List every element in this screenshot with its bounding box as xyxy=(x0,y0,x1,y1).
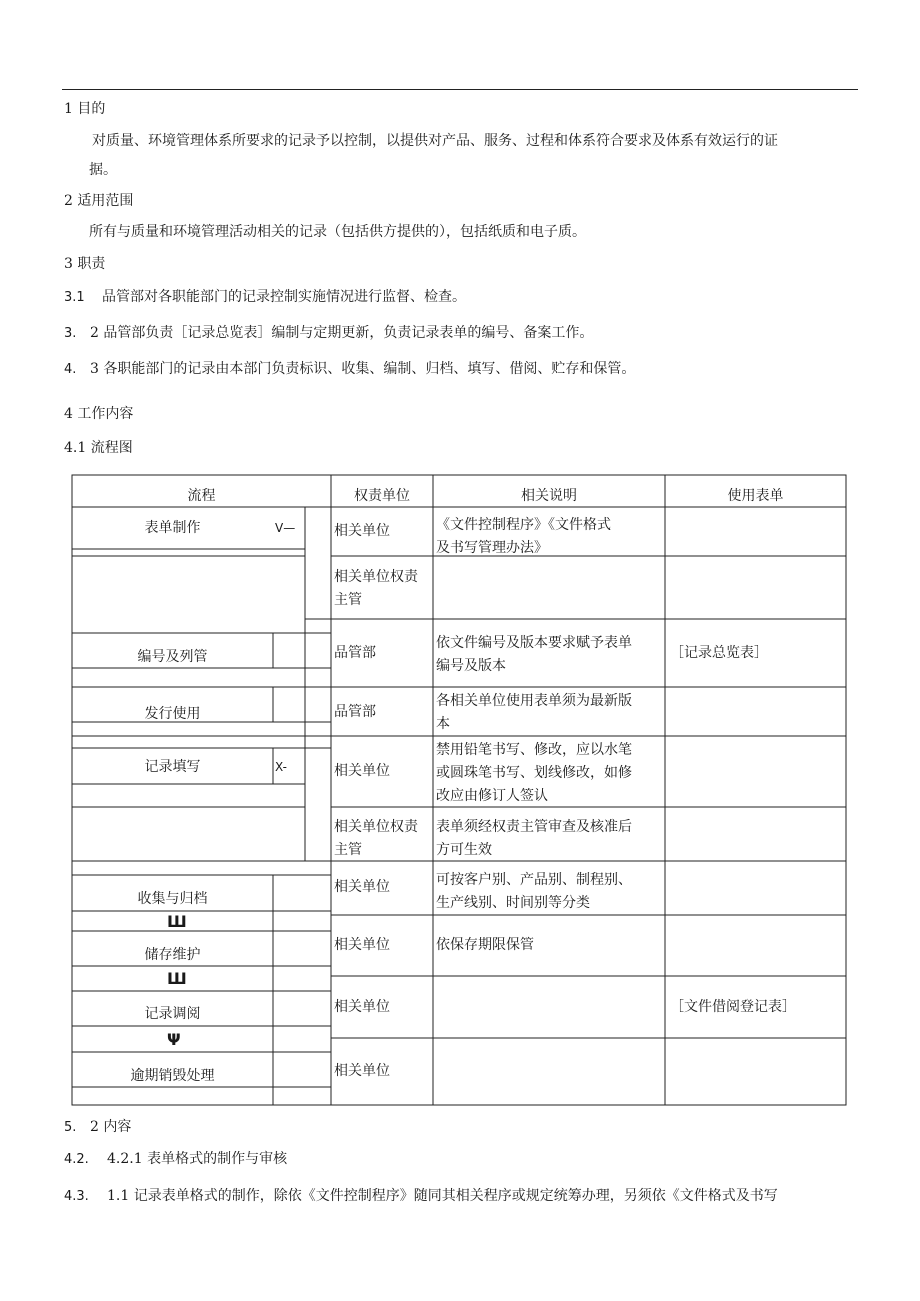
section-4-2-number: 4.2. xyxy=(64,1152,89,1167)
row-4-desc: 各相关单位使用表单须为最新版 xyxy=(436,693,632,709)
flow-step-collect-archive: 收集与归档 xyxy=(137,891,208,907)
down-arrow-icon: Ш xyxy=(167,912,187,931)
header-flow: 流程 xyxy=(187,488,216,504)
row-3-unit: 品管部 xyxy=(334,645,376,661)
row-4-unit: 品管部 xyxy=(334,704,376,720)
row-7-unit: 相关单位 xyxy=(334,879,390,895)
row-6-unit-cont: 主管 xyxy=(334,842,362,858)
section-1-text-cont: 据。 xyxy=(89,162,117,178)
row-1-desc: 《文件控制程序》《文件格式 xyxy=(436,517,611,533)
down-arrow-icon: Ш xyxy=(167,969,187,988)
row-7-desc-cont: 生产线别、时间别等分类 xyxy=(436,895,590,911)
row-6-desc: 表单须经权责主管审查及核准后 xyxy=(436,819,632,835)
section-4-1-heading: 4.1 流程图 xyxy=(64,440,133,456)
section-5-number: 5. xyxy=(64,1120,77,1135)
row-6-desc-cont: 方可生效 xyxy=(436,842,492,858)
row-7-desc: 可按客户别、产品别、制程别、 xyxy=(436,872,632,888)
section-1-heading: 1 目的 xyxy=(64,101,106,117)
section-1-text: 对质量、环境管理体系所要求的记录予以控制，以提供对产品、服务、过程和体系符合要求及体系有效运行的证 xyxy=(92,133,778,149)
row-5-desc-cont-2: 改应由修订人签认 xyxy=(436,788,548,804)
section-4-3-text: 1.1 记录表单格式的制作，除依《文件控制程序》随同其相关程序或规定统筹办理，另须依《文件格式及书写 xyxy=(107,1188,778,1204)
row-9-unit: 相关单位 xyxy=(334,999,390,1015)
row-10-unit: 相关单位 xyxy=(334,1063,390,1079)
section-3-3-text: 3 各职能部门的记录由本部门负责标识、收集、编制、归档、填写、借阅、贮存和保管。 xyxy=(90,361,636,377)
section-4-heading: 4 工作内容 xyxy=(64,406,134,422)
section-3-1-text: 品管部对各职能部门的记录控制实施情况进行监督、检查。 xyxy=(102,289,466,305)
section-4-2-text: 4.2.1 表单格式的制作与审核 xyxy=(107,1151,288,1167)
section-3-heading: 3 职责 xyxy=(64,256,106,272)
flow-step-record-access: 记录调阅 xyxy=(144,1006,201,1022)
section-4-3-number: 4.3. xyxy=(64,1189,89,1204)
flow-step-issue: 发行使用 xyxy=(144,706,201,722)
row-4-desc-cont: 本 xyxy=(436,716,450,732)
flow-step-disposal: 逾期销毁处理 xyxy=(130,1068,215,1084)
row-5-desc-cont: 或圆珠笔书写、划线修改，如修 xyxy=(436,765,632,781)
header-desc: 相关说明 xyxy=(521,488,577,504)
header-form: 使用表单 xyxy=(727,488,784,504)
row-1-unit: 相关单位 xyxy=(334,523,390,539)
row-3-desc-cont: 编号及版本 xyxy=(436,658,506,674)
row-3-desc: 依文件编号及版本要求赋予表单 xyxy=(436,635,632,651)
down-arrow-icon: Ψ xyxy=(167,1030,181,1049)
row-2-unit: 相关单位权责 xyxy=(334,569,418,585)
row-9-form: ［文件借阅登记表］ xyxy=(670,999,796,1015)
row-5-desc: 禁用铅笔书写、修改，应以水笔 xyxy=(436,742,632,758)
row-6-unit: 相关单位权责 xyxy=(334,819,418,835)
section-5-text: 2 内容 xyxy=(90,1119,132,1135)
flow-step-form-making: 表单制作 xyxy=(144,520,201,536)
row-8-unit: 相关单位 xyxy=(334,937,390,953)
row-5-unit: 相关单位 xyxy=(334,763,390,779)
section-3-1-number: 3.1 xyxy=(64,290,85,305)
row-3-form: ［记录总览表］ xyxy=(670,645,768,661)
flow-step-record-filling: 记录填写 xyxy=(144,759,201,775)
row-1-desc-cont: 及书写管理办法》 xyxy=(436,540,548,556)
header-unit: 权责单位 xyxy=(354,488,410,504)
row-8-desc: 依保存期限保管 xyxy=(436,937,534,953)
section-3-2-number: 3. xyxy=(64,326,77,341)
flow-step-storage: 储存维护 xyxy=(144,947,201,963)
section-2-heading: 2 适用范围 xyxy=(64,193,134,209)
row-2-unit-cont: 主管 xyxy=(334,592,362,608)
cross-mark: X- xyxy=(275,760,287,774)
section-3-2-text: 2 品管部负责［记录总览表］编制与定期更新，负责记录表单的编号、备案工作。 xyxy=(90,325,594,341)
section-3-3-number: 4. xyxy=(64,362,77,377)
flow-step-numbering: 编号及列管 xyxy=(137,649,208,665)
section-2-text: 所有与质量和环境管理活动相关的记录（包括供方提供的），包括纸质和电子质。 xyxy=(89,224,586,240)
check-mark: V— xyxy=(275,521,296,535)
